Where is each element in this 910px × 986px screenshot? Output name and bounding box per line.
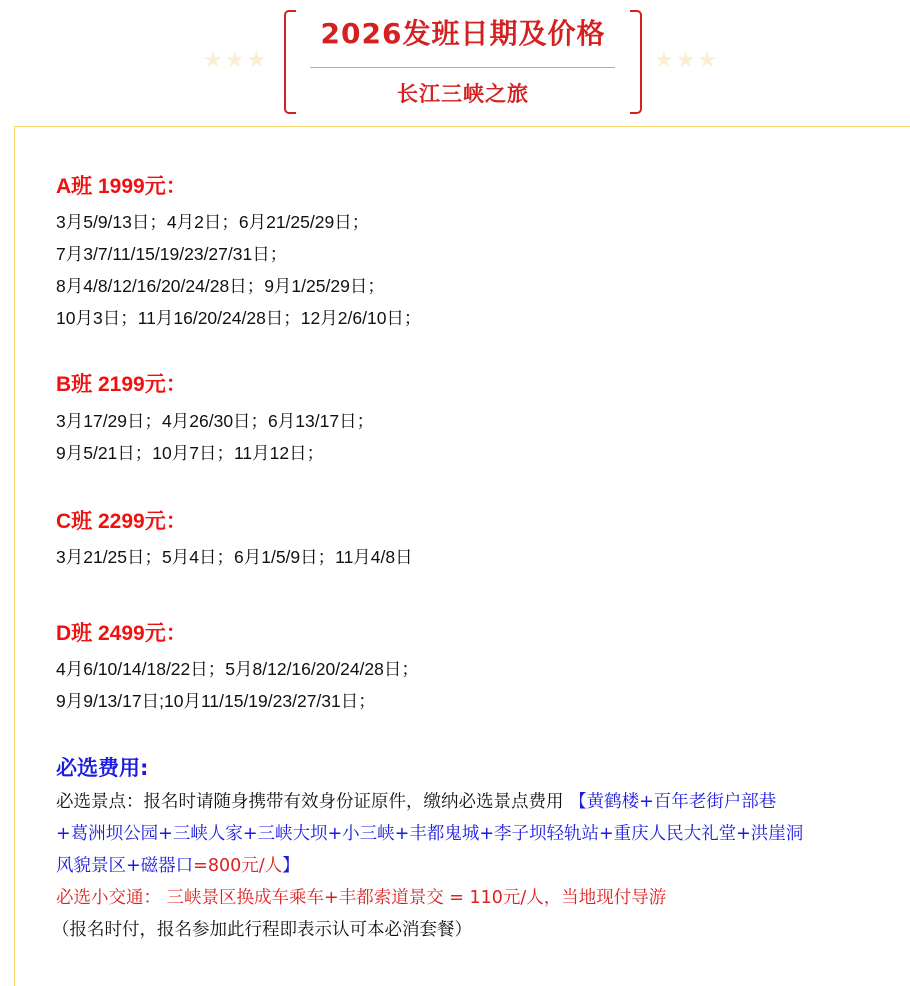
title-frame-right-bracket (630, 10, 642, 114)
schedule-panel (14, 126, 910, 986)
title-frame-left-bracket (284, 10, 296, 114)
page-subtitle: 长江三峡之旅 (397, 82, 529, 106)
class-a-dates-1: 3月5/9/13日；4月2日；6月21/25/29日； (56, 212, 370, 232)
scenic-fee-line-3 (56, 854, 300, 878)
title-divider (310, 67, 615, 68)
scenic-fee-intro: 必选景点：报名时请随身携带有效身份证原件，缴纳必选景点费用 (56, 792, 564, 812)
class-d-title: D班 2499元： (56, 622, 187, 645)
class-b-dates-2: 9月5/21日；10月7日；11月12日； (56, 443, 325, 463)
stars-decoration-right: ★★★ (654, 48, 720, 73)
scenic-list-start: 【黄鹤楼+百年老街户部巷 (569, 792, 777, 812)
class-a-title: A班 1999元： (56, 175, 187, 198)
class-b-dates-1: 3月17/29日；4月26/30日；6月13/17日； (56, 411, 375, 431)
stars-decoration-left: ★★★ (203, 48, 269, 73)
class-a-dates-3: 8月4/8/12/16/20/24/28日；9月1/25/29日； (56, 276, 385, 296)
scenic-fee-price: =800元/人 (193, 856, 283, 876)
scenic-list-end: 风貌景区+磁器口 (56, 856, 194, 876)
class-a-dates-4: 10月3日；11月16/20/24/28日；12月2/6/10日； (56, 308, 422, 328)
class-d-dates-2: 9月9/13/17日;10月11/15/19/23/27/31日； (56, 691, 376, 711)
class-d-dates-1: 4月6/10/14/18/22日；5月8/12/16/20/24/28日； (56, 659, 419, 679)
scenic-list-close: 】 (282, 856, 300, 876)
scenic-fee-line-2: +葛洲坝公园+三峡人家+三峡大坝+小三峡+丰都鬼城+李子坝轻轨站+重庆人民大礼堂+洪崖洞 (56, 824, 804, 844)
transport-fee-line: 必选小交通： 三峡景区换成车乘车+丰都索道景交 = 110元/人，当地现付导游 (56, 888, 667, 908)
page-title: 2026发班日期及价格 (320, 17, 606, 50)
header (0, 0, 910, 126)
class-c-title: C班 2299元： (56, 510, 187, 533)
fee-note: （报名时付，报名参加此行程即表示认可本必消套餐） (52, 920, 472, 940)
required-fees-title: 必选费用: (56, 756, 149, 780)
class-a-dates-2: 7月3/7/11/15/19/23/27/31日； (56, 244, 288, 264)
scenic-fee-line-1 (56, 790, 776, 814)
class-c-dates-1: 3月21/25日；5月4日；6月1/5/9日；11月4/8日 (56, 547, 413, 567)
class-b-title: B班 2199元： (56, 373, 187, 396)
